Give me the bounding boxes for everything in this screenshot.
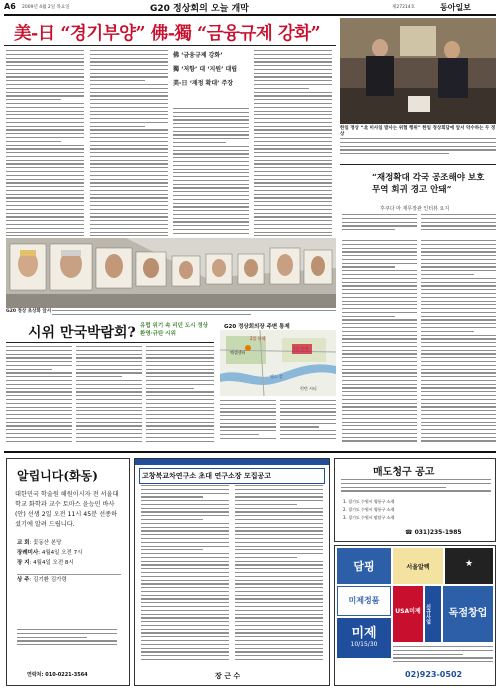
main-headline: 美-日 “경기부양” 佛-獨 “금융규제 강화” (14, 24, 321, 44)
map-title: G20 정상회의장 주변 통제 (224, 324, 290, 330)
obituary-row: 상 주: 김기환 김가령 (17, 577, 67, 583)
notice-title: 매도청구 공고 (373, 467, 435, 478)
london-map (220, 330, 336, 396)
classified-cell: 담핑 (337, 548, 391, 584)
portrait-caption-body (52, 310, 336, 318)
sidebar-rule (340, 164, 496, 165)
edition-number: 제27214호 (392, 5, 416, 10)
paper-name: 동아일보 (440, 2, 471, 12)
section2-column-3 (146, 346, 214, 444)
section2-rule (6, 342, 214, 343)
notice-phone: ☎ 031)235-1985 (405, 529, 462, 536)
recruitment-banner: 고창북교차연구소 초대 연구소장 모집공고 (139, 468, 325, 484)
map-label: 템스 강 (270, 374, 283, 379)
notice-item: 1. 경기도 수원시 영통구 소재 (343, 499, 395, 504)
map-label: 1일 통제 (293, 346, 309, 351)
classifieds-phone: 02)923-0502 (405, 670, 463, 679)
article-column-3 (173, 108, 249, 236)
notice-item: 3. 경기도 수원시 팔달구 소재 (343, 515, 395, 520)
classified-cell: 미제 10/15/30 (337, 618, 391, 658)
summit-photo (340, 18, 496, 124)
notice-item: 2. 경기도 수원시 영통구 소재 (343, 507, 395, 512)
article-column-1 (6, 50, 84, 236)
sidebar-column-1 (342, 214, 417, 236)
pullquote-box (173, 50, 249, 102)
notice-ad (334, 458, 496, 542)
header-date: 2009년 4월 2일 목요일 (22, 5, 70, 10)
map-label: 2일 통제 (250, 336, 266, 341)
pullquote-line: 美-日 ‘재정 확대’ 주장 (173, 80, 234, 87)
page-number: A6 (4, 2, 16, 11)
sidebar-quote: “재정확대 각국 공조해야 보호무역 회귀 경고 안돼” (372, 173, 485, 195)
map-column-2 (280, 400, 336, 444)
obituary-contact: 연락처: 010-0221-3564 (27, 672, 88, 678)
pullquote-line: 佛 ‘금융규제 강화’ (173, 52, 223, 59)
recruitment-signature: 장 근 수 (215, 671, 241, 680)
article-column-4 (254, 50, 332, 236)
section2-headline: 시위 만국박람회? (28, 325, 136, 341)
classified-cell: 신규사업 (425, 586, 441, 642)
classified-cell: 미제정품 (337, 586, 391, 616)
ad-rule (4, 451, 496, 453)
obituary-title: 알립니다(화동) (17, 469, 98, 483)
section-title: G20 정상회의 오늘 개막 (150, 4, 249, 14)
map-label: 엑셀센터 (230, 350, 246, 355)
classified-cell: 독점창업 (443, 586, 493, 642)
article-column-2 (90, 50, 168, 236)
sidebar-subhead: 후쿠다 마 재무장관 인터뷰 요지 (380, 206, 450, 212)
obituary-row: 교 회: 꽃동산 본당 (17, 540, 62, 546)
sidebar-column-2 (421, 214, 496, 236)
summit-photo-caption: 한일 정상 “北 미사일 발사는 위협 행위” 한일 정상회담에 앞서 악수하는 두 정상 (340, 126, 496, 137)
obituary-row: 장 지: 4월4일 오전 8시 (17, 560, 74, 566)
summit-caption-body (340, 138, 496, 160)
section2-column-2 (76, 346, 142, 444)
obituary-ad (6, 458, 130, 686)
sidebar-column-4 (421, 240, 496, 445)
map-column-1 (220, 400, 276, 444)
page-header (0, 0, 500, 14)
classifieds-grid (334, 545, 496, 686)
classified-cell: ★ (445, 548, 493, 584)
section2-column-1 (6, 346, 72, 444)
pullquote-line: 獨 ‘저항’ 대 ‘지원’ 대립 (173, 66, 238, 73)
obituary-body: 대한민국 학술원 해원이시자 전 서울대학교 화학과 교수 토마스 윤능민 바사(안) 선생 2일 오전 11시 45분 선종하셨기에 알려 드립니다. (15, 491, 119, 528)
obituary-row: 장례미사: 4월4일 오전 7시 (17, 550, 83, 556)
header-rule (4, 14, 496, 16)
portrait-photo (6, 238, 336, 308)
recruitment-ad (134, 458, 330, 686)
map-label: 런던 시티 (300, 386, 317, 391)
headline-rule (4, 45, 336, 46)
portrait-photo-caption: G20 정상 초상화 앞서 (6, 309, 52, 314)
classified-cell: 서울알렉 (393, 548, 443, 584)
sidebar-column-3 (342, 240, 417, 445)
section2-subhead: 유럽 위기 속 리던 도시 정상 환영·규탄 시위 (140, 323, 209, 337)
classified-cell: USA미제 (393, 586, 423, 642)
